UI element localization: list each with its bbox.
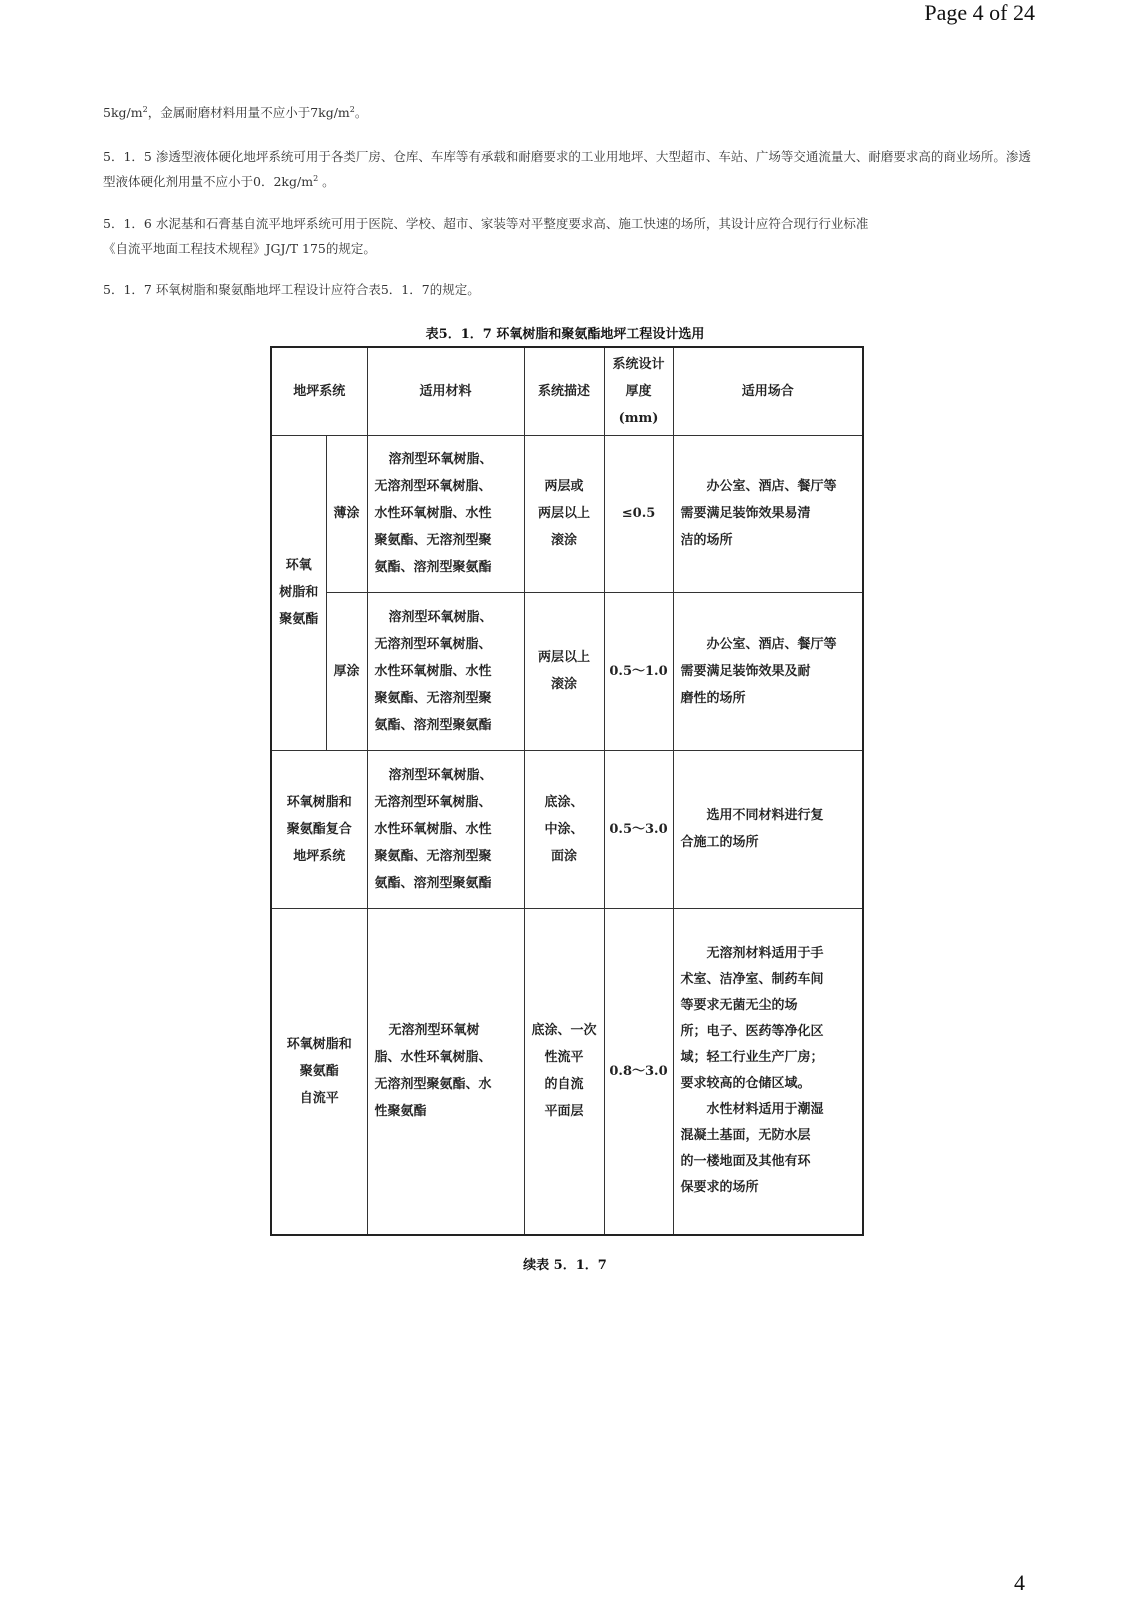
page-header: Page 4 of 24 xyxy=(924,0,1035,25)
table-header-row xyxy=(271,347,863,435)
composite-usage xyxy=(673,750,863,908)
thick-usage xyxy=(673,592,863,750)
usage-line: 混凝土基面，无防水层 xyxy=(680,1128,811,1144)
description-line: 平面层 xyxy=(544,1104,584,1120)
system-line: 聚氨酯 xyxy=(299,1063,339,1079)
usage-line: 要求较高的仓储区域。 xyxy=(680,1076,811,1092)
header-system: 地坪系统 xyxy=(271,347,367,435)
usage-line: 域；轻工行业生产厂房； xyxy=(680,1050,824,1066)
description-line: 底涂、一次 xyxy=(531,1023,597,1039)
p3-line1: 5．1．6 水泥基和石膏基自流平地坪系统可用于医院、学校、超市、家装等对平整度要求高、施工快速的场所，其设计应符合现行行业标准 xyxy=(103,216,869,231)
description-line: 滚涂 xyxy=(551,677,578,692)
thick-thickness: 0.5～1.0 xyxy=(604,592,673,750)
composite-thickness: 0.5～3.0 xyxy=(604,750,673,908)
material-line: 脂、水性环氧树脂、 xyxy=(374,1050,492,1066)
usage-line: 术室、洁净室、制药车间 xyxy=(680,972,824,988)
system-line: 地坪系统 xyxy=(293,848,346,864)
material-line: 无溶剂型环氧树 xyxy=(388,1023,480,1039)
spec-table xyxy=(270,346,864,1236)
composite-material xyxy=(367,750,524,908)
material-line: 无溶剂型聚氨酯、水 xyxy=(374,1077,492,1093)
system-line: 聚氨酯复合 xyxy=(286,821,352,837)
header-thickness-line: (mm) xyxy=(618,410,659,426)
description-line: 的自流 xyxy=(544,1077,584,1093)
description-line: 中涂、 xyxy=(544,821,584,837)
group-system-label xyxy=(271,435,326,750)
description-line: 面涂 xyxy=(551,848,578,864)
material-line: 溶剂型环氧树脂、 xyxy=(388,452,493,467)
composite-description xyxy=(524,750,604,908)
thick-material xyxy=(367,592,524,750)
page-number: 4 xyxy=(1014,1570,1025,1595)
table-row-thin xyxy=(271,435,863,592)
system-line: 环氧树脂和 xyxy=(286,1036,352,1052)
usage-line: 需要满足装饰效果易清 xyxy=(680,506,811,521)
material-line: 聚氨酯、无溶剂型聚 xyxy=(374,848,492,864)
description-line: 底涂、 xyxy=(544,794,584,810)
paragraph-5-1-5 xyxy=(103,144,1033,194)
material-line: 溶剂型环氧树脂、 xyxy=(388,609,493,625)
material-line: 水性环氧树脂、水性 xyxy=(374,663,492,679)
usage-line: 磨性的场所 xyxy=(680,690,746,706)
usage-line: 水性材料适用于潮湿 xyxy=(706,1102,824,1118)
thin-material xyxy=(367,435,524,592)
material-line: 无溶剂型环氧树脂、 xyxy=(374,794,492,810)
selflevel-description xyxy=(524,908,604,1235)
p2-suffix: 。 xyxy=(318,174,335,189)
header-thickness xyxy=(604,347,673,435)
usage-line: 等要求无菌无尘的场 xyxy=(680,998,798,1014)
material-line: 水性环氧树脂、水性 xyxy=(374,821,492,837)
sub-thin: 薄涂 xyxy=(326,435,367,592)
description-line: 滚涂 xyxy=(551,533,578,548)
p2-text: 5．1．5 渗透型液体硬化地坪系统可用于各类厂房、仓库、车库等有承载和耐磨要求的工业用地坪、大型超市、车站、广场等交通流量大、耐磨要求高的商业场所。渗透型液体硬化剂用量不应小于0．2kg/m xyxy=(103,149,1031,189)
table-row-selflevel xyxy=(271,908,863,1235)
thin-usage xyxy=(673,435,863,592)
group-label-line: 聚氨酯 xyxy=(279,612,319,627)
usage-line: 无溶剂材料适用于手 xyxy=(706,946,824,962)
usage-line: 选用不同材料进行复 xyxy=(706,808,824,823)
usage-line: 办公室、酒店、餐厅等 xyxy=(706,636,837,652)
p1-prefix: 5kg/m xyxy=(103,105,143,120)
p1-middle: ，金属耐磨材料用量不应小于7kg/m xyxy=(147,105,350,120)
usage-line: 需要满足装饰效果及耐 xyxy=(680,663,811,679)
p3-line2: 《自流平地面工程技术规程》JGJ/T 175的规定。 xyxy=(103,241,376,256)
description-line: 两层以上 xyxy=(538,650,591,665)
group-label-line: 环氧 xyxy=(285,558,312,573)
composite-system xyxy=(271,750,367,908)
system-line: 自流平 xyxy=(299,1090,339,1106)
paragraph-5-1-7: 5．1．7 环氧树脂和聚氨酯地坪工程设计应符合表5．1．7的规定。 xyxy=(103,282,480,297)
table-row-thick xyxy=(271,592,863,750)
material-line: 氨酯、溶剂型聚氨酯 xyxy=(374,875,492,891)
material-line: 溶剂型环氧树脂、 xyxy=(388,767,493,783)
thin-thickness: ≤0.5 xyxy=(604,435,673,592)
thin-description xyxy=(524,435,604,592)
selflevel-system xyxy=(271,908,367,1235)
usage-line: 合施工的场所 xyxy=(680,835,759,850)
material-line: 氨酯、溶剂型聚氨酯 xyxy=(374,717,492,733)
material-line: 聚氨酯、无溶剂型聚 xyxy=(374,690,492,706)
group-label-line: 树脂和 xyxy=(279,585,319,600)
header-usage: 适用场合 xyxy=(673,347,863,435)
table-title: 表5．1．7 环氧树脂和聚氨酯地坪工程设计选用 xyxy=(425,327,705,342)
header-thickness-line: 厚度 xyxy=(625,383,652,399)
table-row-composite xyxy=(271,750,863,908)
continued-table-label: 续表 5．1．7 xyxy=(523,1258,607,1273)
material-line: 无溶剂型环氧树脂、 xyxy=(374,479,492,494)
material-line: 性聚氨酯 xyxy=(374,1104,427,1120)
thick-description xyxy=(524,592,604,750)
material-line: 氨酯、溶剂型聚氨酯 xyxy=(374,560,492,575)
header-thickness-line: 系统设计 xyxy=(612,356,665,372)
description-line: 两层以上 xyxy=(538,506,591,521)
selflevel-usage xyxy=(673,908,863,1235)
paragraph-5-1-4-tail xyxy=(103,100,1033,125)
p2-sup: 2 xyxy=(313,173,319,183)
header-material: 适用材料 xyxy=(367,347,524,435)
p1-sup1: 2 xyxy=(142,104,148,114)
p1-suffix: 。 xyxy=(354,105,368,120)
selflevel-thickness: 0.8～3.0 xyxy=(604,908,673,1235)
description-line: 两层或 xyxy=(544,479,584,494)
selflevel-material xyxy=(367,908,524,1235)
material-line: 水性环氧树脂、水性 xyxy=(374,506,492,521)
system-line: 环氧树脂和 xyxy=(286,794,352,810)
sub-thick: 厚涂 xyxy=(326,592,367,750)
usage-line: 办公室、酒店、餐厅等 xyxy=(706,479,837,494)
usage-line: 所；电子、医药等净化区 xyxy=(680,1024,824,1040)
description-line: 性流平 xyxy=(544,1050,584,1066)
header-description: 系统描述 xyxy=(524,347,604,435)
material-line: 无溶剂型环氧树脂、 xyxy=(374,636,492,652)
p1-sup2: 2 xyxy=(349,104,355,114)
paragraph-5-1-6 xyxy=(103,211,1033,261)
usage-line: 保要求的场所 xyxy=(680,1180,759,1196)
usage-line: 的一楼地面及其他有环 xyxy=(680,1154,811,1170)
usage-line: 洁的场所 xyxy=(680,533,733,548)
material-line: 聚氨酯、无溶剂型聚 xyxy=(374,533,492,548)
